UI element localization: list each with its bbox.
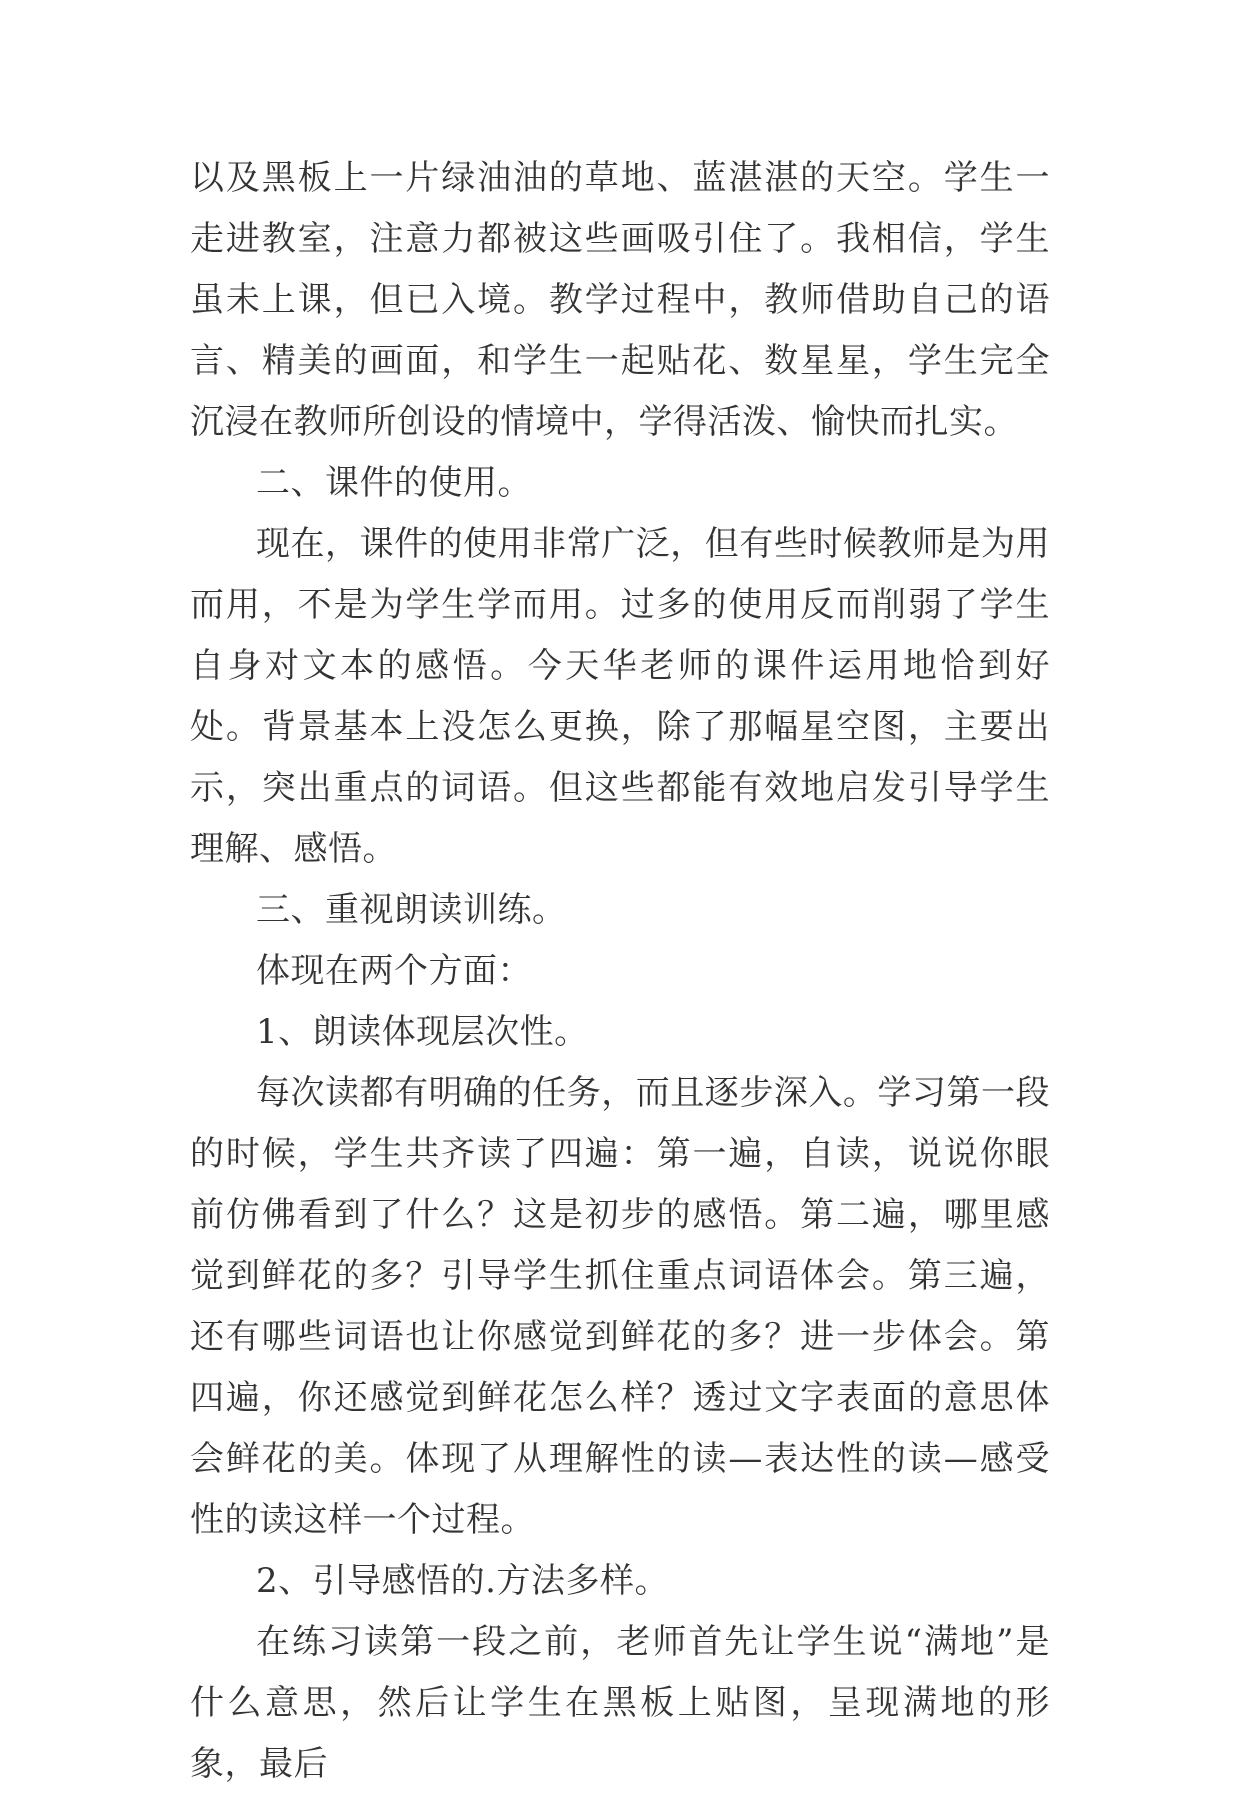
subheading-1: 1、朗读体现层次性。	[256, 1012, 589, 1052]
paragraph-5: 在练习读第一段之前，老师首先让学生说“满地”是什么意思，然后让学生在黑板上贴图，呈现满地的形象，最后	[190, 1622, 1050, 1784]
document-body	[190, 148, 1050, 1795]
paragraph-4: 每次读都有明确的任务，而且逐步深入。学习第一段的时候，学生共齐读了四遍：第一遍，自读，说说你眼前仿佛看到了什么？这是初步的感悟。第二遍，哪里感觉到鲜花的多？引导学生抓住重点词语体会。第三遍，还有哪些词语也让你感觉到鲜花的多？进一步体会。第四遍，你还感觉到鲜花怎么样？透过文字表面的意思体会鲜花的美。体现了从理解性的读—表达性的读—感受性的读这样一个过程。	[190, 1073, 1050, 1540]
paragraph-3: 体现在两个方面：	[256, 951, 532, 991]
section-heading-2: 二、课件的使用。	[256, 463, 532, 503]
paragraph-2: 现在，课件的使用非常广泛，但有些时候教师是为用而用，不是为学生学而用。过多的使用反而削弱了学生自身对文本的感悟。今天华老师的课件运用地恰到好处。背景基本上没怎么更换，除了那幅星空图，主要出示，突出重点的词语。但这些都能有效地启发引导学生理解、感悟。	[190, 524, 1050, 869]
section-heading-3: 三、重视朗读训练。	[256, 890, 567, 930]
paragraph-1: 以及黑板上一片绿油油的草地、蓝湛湛的天空。学生一走进教室，注意力都被这些画吸引住了。我相信，学生虽未上课，但已入境。教学过程中，教师借助自己的语言、精美的画面，和学生一起贴花、数星星，学生完全沉浸在教师所创设的情境中，学得活泼、愉快而扎实。	[190, 158, 1050, 442]
subheading-2: 2、引导感悟的.方法多样。	[256, 1561, 669, 1601]
